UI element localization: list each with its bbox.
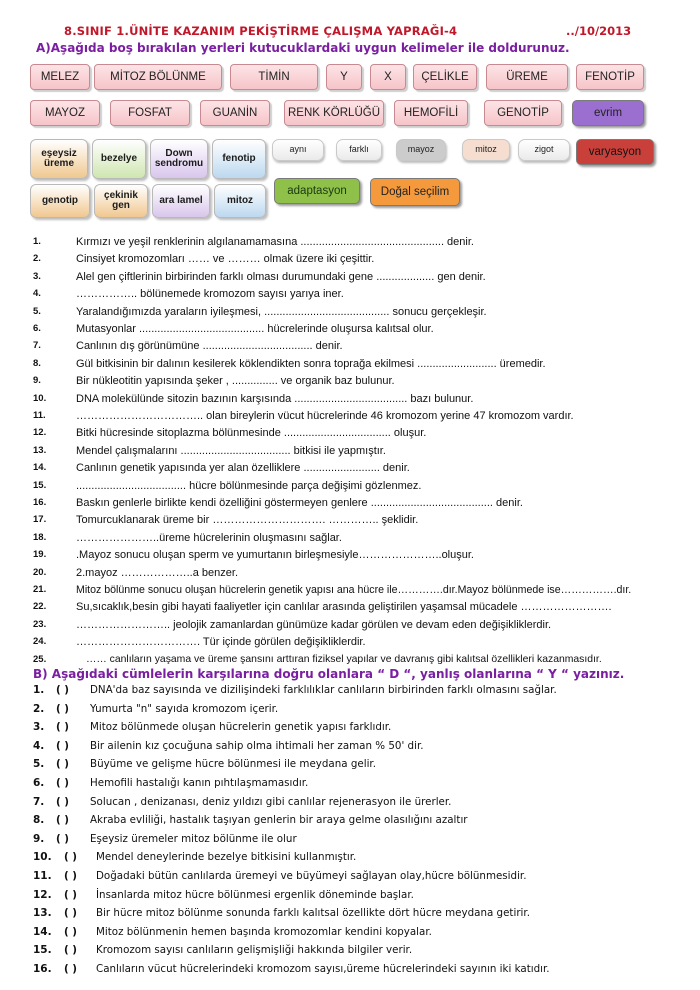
item-text: Baskın genlerle birlikte kendi özelliğini göstermeyen genlere ........................................ denir. [76,497,523,509]
fill-in-item [0,445,700,463]
item-number: 15. [33,479,47,491]
word-chip: adaptasyon [274,178,360,204]
item-number: 14. [33,925,52,938]
item-text: .Mayoz sonucu oluşan sperm ve yumurtanın birleşmesiyle…………………..oluşur. [76,549,474,562]
word-chip: MELEZ [30,64,90,90]
true-false-item [0,721,700,739]
worksheet-title: 8.SINIF 1.ÜNİTE KAZANIM PEKİŞTİRME ÇALIŞMA YAPRAĞI-4 [64,24,458,38]
item-text: Canlıların vücut hücrelerindeki kromozom sayısı,üreme hücrelerindeki sayının iki katıdır. [96,963,550,975]
word-chip: Doğal seçilim [370,178,460,206]
fill-in-item [0,410,700,428]
word-chip: çekinik gen [94,184,148,218]
item-text: Büyüme ve gelişme hücre bölünmesi ile meydana gelir. [90,758,376,771]
item-number: 4. [33,288,41,300]
fill-in-item [0,514,700,532]
item-number: 24. [33,636,47,648]
answer-blank[interactable]: ( ) [64,907,77,920]
item-number: 2. [33,702,45,715]
word-chip: MAYOZ [30,100,100,126]
item-number: 3. [33,721,45,734]
fill-in-item [0,497,700,515]
word-chip: Y [326,64,362,90]
word-chip: varyasyon [576,139,654,165]
worksheet-date: ../10/2013 [566,24,632,38]
item-text: …………………..üreme hücrelerinin oluşmasını sağlar. [76,531,342,544]
word-chip: GENOTİP [484,100,562,126]
item-number: 11. [33,870,52,882]
item-number: 2. [33,253,41,265]
answer-blank[interactable]: ( ) [64,870,77,882]
fill-in-item [0,236,700,254]
answer-blank[interactable]: ( ) [64,888,77,901]
word-chip: MİTOZ BÖLÜNME [94,64,222,90]
item-text: Kırmızı ve yeşil renklerinin algılanamamasına ............................................... denir. [76,236,474,248]
item-text: Mendel çalışmalarını .................................... bitkisi ile yapmıştır. [76,444,386,457]
item-number: 14. [33,462,47,474]
item-number: 16. [33,497,47,508]
item-text: DNA'da baz sayısında ve dizilişindeki farklılıklar canlıların birbirinden farklı olmasını sağlar. [90,684,557,696]
item-number: 17. [33,514,47,526]
item-number: 7. [33,340,41,352]
item-number: 8. [33,814,45,827]
item-text: Bir nükleotitin yapısında şeker , ............... ve organik baz bulunur. [76,375,395,388]
fill-in-item [0,393,700,411]
true-false-item [0,684,700,702]
fill-in-item [0,567,700,585]
true-false-item [0,833,700,851]
item-text: Akraba evliliği, hastalık taşıyan genlerin bir araya gelme olasılığını azaltır [90,814,468,827]
word-chip: zigot [518,139,570,161]
answer-blank[interactable]: ( ) [56,777,69,789]
item-text: …………………….. jeolojik zamanlardan günümüze kadar görülen ve devam eden değişikliklerdir. [76,618,552,631]
word-chip: fenotip [212,139,266,179]
true-false-item [0,703,700,721]
item-number: 13. [33,907,52,920]
item-text: Cinsiyet kromozomları …… ve ……… olmak üzere iki çeşittir. [76,253,375,266]
word-chip: X [370,64,406,90]
item-number: 1. [33,236,41,247]
true-false-item [0,963,700,981]
fill-in-item [0,480,700,498]
item-number: 8. [33,357,41,369]
item-text: Mitoz bölünme sonucu oluşan hücrelerin genetik yapısı ana hücre ile………….dır.Mayoz bölünmede ise…………….dır. [76,584,632,596]
item-number: 6. [33,777,45,789]
item-text: Bir hücre mitoz bölünme sonunda farklı kalıtsal özellikte dört hücre meydana getirir. [96,907,530,920]
section-a-instruction: A)Aşağıda boş bırakılan yerleri kutucuklardaki uygun kelimeler ile doldurunuz. [36,41,570,55]
worksheet-header [0,24,700,40]
word-chip: mitoz [214,184,266,218]
fill-in-item [0,549,700,567]
fill-in-item [0,271,700,289]
item-text: …………………………….. olan bireylerin vücut hücrelerinde 46 kromozom yerine 47 kromozom vardır. [76,410,574,422]
true-false-item [0,851,700,869]
item-text: İnsanlarda mitoz hücre bölünmesi ergenlik döneminde başlar. [96,888,414,901]
fill-in-item [0,340,700,358]
item-text: Yumurta "n" sayıda kromozom içerir. [90,702,279,715]
item-number: 1. [33,684,45,696]
true-false-item [0,889,700,907]
fill-in-item [0,288,700,306]
item-number: 20. [33,566,47,578]
item-text: ……………………………. Tür içinde görülen değişikliklerdir. [76,636,366,649]
item-text: DNA molekülünde sitozin bazının karşısında ..................................... bazı bulunur. [76,392,474,405]
item-number: 16. [33,963,52,975]
item-number: 15. [33,944,52,957]
word-chip: genotip [30,184,90,218]
item-number: 4. [33,739,45,752]
word-chip: evrim [572,100,644,126]
answer-blank[interactable]: ( ) [56,758,69,771]
true-false-item [0,814,700,832]
section-b-instruction: B) Aşağıdaki cümlelerin karşılarına doğru olanlara “ D “, yanlış olanlarına “ Y “ yazınız. [33,667,625,681]
item-text: Eşeysiz üremeler mitoz bölünme ile olur [90,832,297,845]
item-text: Tomurcuklanarak üreme bir …………………………. ………….. şeklidir. [76,514,419,527]
fill-in-item [0,323,700,341]
item-number: 9. [33,375,41,387]
item-number: 3. [33,270,41,282]
fill-in-item [0,427,700,445]
fill-in-item [0,619,700,637]
word-chip: FENOTİP [576,64,644,90]
word-chip: ÇELİKLE [413,64,477,90]
fill-in-item [0,584,700,602]
word-chip: ara lamel [152,184,210,218]
answer-blank[interactable]: ( ) [56,795,69,808]
answer-blank[interactable]: ( ) [64,851,77,864]
answer-blank[interactable]: ( ) [56,832,69,845]
word-chip: bezelye [92,139,146,179]
item-text: Canlının dış görünümüne .................................... denir. [76,340,343,353]
true-false-item [0,740,700,758]
item-text: Su,sıcaklık,besin gibi hayati faaliyetler için canlılar arasında geliştirilen yaşamsal mücadele ……………………. [76,601,612,614]
word-chip: eşeysiz üreme [30,139,88,179]
answer-blank[interactable]: ( ) [56,739,69,752]
item-number: 5. [33,305,41,317]
fill-in-item [0,601,700,619]
item-number: 23. [33,618,47,630]
fill-in-item [0,358,700,376]
fill-in-item [0,636,700,654]
item-text: …………….. bölünemede kromozom sayısı yarıya iner. [76,288,344,301]
word-chip: aynı [272,139,324,161]
fill-in-item [0,375,700,393]
item-number: 13. [33,444,47,456]
true-false-item [0,758,700,776]
item-number: 9. [33,832,45,845]
word-chip: mitoz [462,139,510,161]
item-text: Solucan , denizanası, deniz yıldızı gibi canlılar rejenerasyon ile ürerler. [90,795,452,808]
item-number: 5. [33,758,45,771]
answer-blank[interactable]: ( ) [56,721,69,734]
item-text: Gül bitkisinin bir dalının kesilerek köklendikten sonra toprağa ekilmesi .......................... üremedir. [76,357,546,370]
item-number: 6. [33,323,41,334]
item-text: Mitoz bölünmede oluşan hücrelerin genetik yapısı farklıdır. [90,721,392,734]
word-chip: FOSFAT [110,100,190,126]
true-false-item [0,926,700,944]
word-chip: TİMİN [230,64,318,90]
item-number: 12. [33,888,52,901]
word-chip: Down sendromu [150,139,208,179]
answer-blank[interactable]: ( ) [56,814,69,827]
fill-in-item [0,532,700,550]
true-false-item [0,777,700,795]
item-number: 19. [33,549,47,561]
word-chip: RENK KÖRLÜĞÜ [284,100,384,126]
item-number: 11. [33,410,46,421]
word-chip: ÜREME [486,64,568,90]
fill-in-item [0,306,700,324]
word-chip: farklı [336,139,382,161]
fill-in-item [0,462,700,480]
word-chip: HEMOFİLİ [394,100,468,126]
item-number: 10. [33,392,47,404]
answer-blank[interactable]: ( ) [56,684,69,696]
item-number: 21. [33,584,47,595]
item-number: 10. [33,851,52,864]
item-text: 2.mayoz ………………..a benzer. [76,566,238,579]
fill-in-item [0,253,700,271]
item-text: Mendel deneylerinde bezelye bitkisini kullanmıştır. [96,851,357,864]
word-chip: GUANİN [200,100,270,126]
item-number: 22. [33,601,47,613]
true-false-item [0,796,700,814]
item-text: …… canlıların yaşama ve üreme şansını arttıran fiziksel yapılar ve davranış gibi kalıtsal özellikleri kazanmasıdır. [86,653,602,665]
true-false-item [0,907,700,925]
item-text: Mutasyonlar ......................................... hücrelerinde oluşursa kalıtsal olur. [76,323,434,335]
item-text: Yaralandığımızda yaraların iyileşmesi, ......................................... sonucu gerçekleşir. [76,305,487,318]
item-text: Doğadaki bütün canlılarda üremeyi ve büyümeyi sağlayan olay,hücre bölünmesidir. [96,870,527,882]
item-number: 7. [33,795,45,808]
answer-blank[interactable]: ( ) [56,702,69,715]
item-number: 25. [33,653,47,665]
item-text: Kromozom sayısı canlıların gelişmişliği hakkında bilgiler verir. [96,944,413,957]
item-text: Bir ailenin kız çocuğuna sahip olma ihtimali her zaman % 50' dir. [90,739,424,752]
true-false-item [0,944,700,962]
answer-blank[interactable]: ( ) [64,944,77,957]
answer-blank[interactable]: ( ) [64,925,77,938]
item-text: Bitki hücresinde sitoplazma bölünmesinde ................................... oluşur. [76,427,427,440]
item-text: Canlının genetik yapısında yer alan özelliklere ......................... denir. [76,462,410,475]
answer-blank[interactable]: ( ) [64,963,77,975]
word-chip: mayoz [396,139,446,161]
item-text: .................................... hücre bölünmesinde parça değişimi gözlenmez. [76,479,422,492]
item-text: Mitoz bölünmenin hemen başında kromozomlar kendini kopyalar. [96,925,432,938]
true-false-item [0,870,700,888]
item-number: 18. [33,531,47,543]
item-text: Hemofili hastalığı kanın pıhtılaşmamasıdır. [90,777,309,789]
item-text: Alel gen çiftlerinin birbirinden farklı olması durumundaki gene ................... gen denir. [76,270,486,283]
item-number: 12. [33,427,47,439]
